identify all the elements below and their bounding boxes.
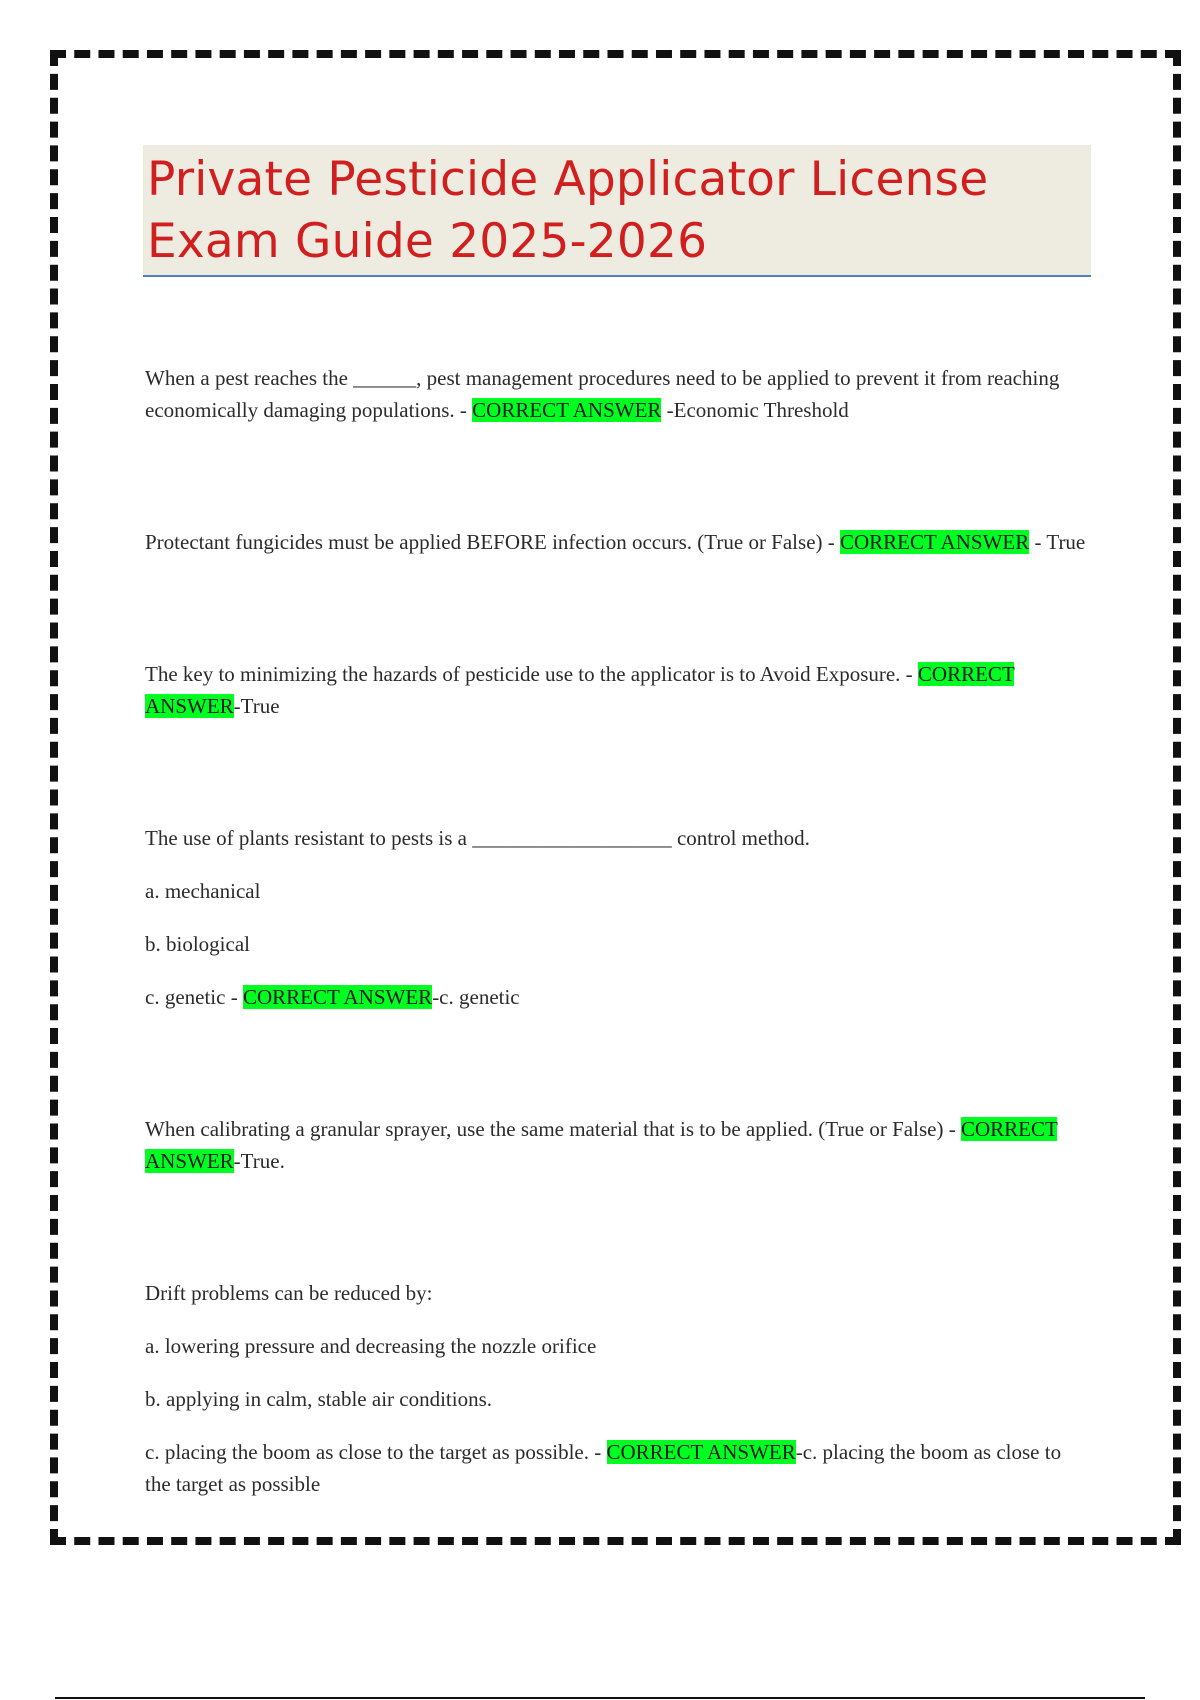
question-item <box>145 526 1091 558</box>
page-title <box>147 149 1087 273</box>
question-item <box>145 658 1091 722</box>
question-text: The use of plants resistant to pests is a ___________________ control method. <box>145 826 810 850</box>
answer-option: c. placing the boom as close to the target as possible. - CORRECT ANSWER-c. placing the boom as close to the target as possible <box>145 1440 1062 1496</box>
answer-option: b. biological <box>145 932 250 956</box>
answer-option: a. mechanical <box>145 879 261 903</box>
question-text: When calibrating a granular sprayer, use the same material that is to be applied. (True or False) - CORRECT ANSWER-True. <box>145 1117 1058 1173</box>
question-item <box>145 362 1091 426</box>
answer-option: c. genetic - CORRECT ANSWER-c. genetic <box>145 985 520 1009</box>
correct-answer-label-word-2: ANSWER <box>145 694 234 718</box>
answer-text: -c. genetic <box>432 985 520 1009</box>
page-footer-rule <box>55 1697 1145 1699</box>
question-text: When a pest reaches the ______, pest management procedures need to be applied to prevent it from reaching economically damaging populations. - CORRECT ANSWER -Economic Threshold <box>145 366 1060 422</box>
question-text: Protectant fungicides must be applied BEFORE infection occurs. (True or False) - CORRECT ANSWER - True <box>145 530 1086 554</box>
title-block <box>143 145 1091 277</box>
answer-text: -True. <box>233 1149 285 1173</box>
question-text: Drift problems can be reduced by: <box>145 1281 433 1305</box>
correct-answer-label: CORRECT ANSWER <box>840 530 1030 554</box>
answer-text: -c. placing the boom as close to the target as possible <box>145 1440 1062 1496</box>
title-line-1: Private Pesticide Applicator License <box>147 152 989 207</box>
correct-answer-label: CORRECT ANSWER <box>606 1440 796 1464</box>
correct-answer-label: CORRECT ANSWER <box>242 985 433 1009</box>
correct-answer-label-word-2: ANSWER <box>145 1149 234 1173</box>
answer-text: -True <box>233 694 280 718</box>
answer-option: a. lowering pressure and decreasing the nozzle orifice <box>145 1334 597 1358</box>
question-item <box>145 1277 1091 1500</box>
title-line-2: Exam Guide 2025-2026 <box>147 214 708 269</box>
correct-answer-label-word-1: CORRECT <box>917 662 1015 686</box>
question-list <box>145 362 1091 1600</box>
question-item <box>145 1113 1091 1177</box>
correct-answer-label: CORRECT ANSWER <box>472 398 662 422</box>
question-item <box>145 822 1091 1013</box>
question-text: The key to minimizing the hazards of pesticide use to the applicator is to Avoid Exposure. - CORRECT ANSWER-True <box>145 662 1015 718</box>
answer-text: -Economic Threshold <box>666 398 849 422</box>
answer-text: - True <box>1034 530 1086 554</box>
answer-option: b. applying in calm, stable air conditions. <box>145 1387 493 1411</box>
correct-answer-label-word-1: CORRECT <box>960 1117 1058 1141</box>
